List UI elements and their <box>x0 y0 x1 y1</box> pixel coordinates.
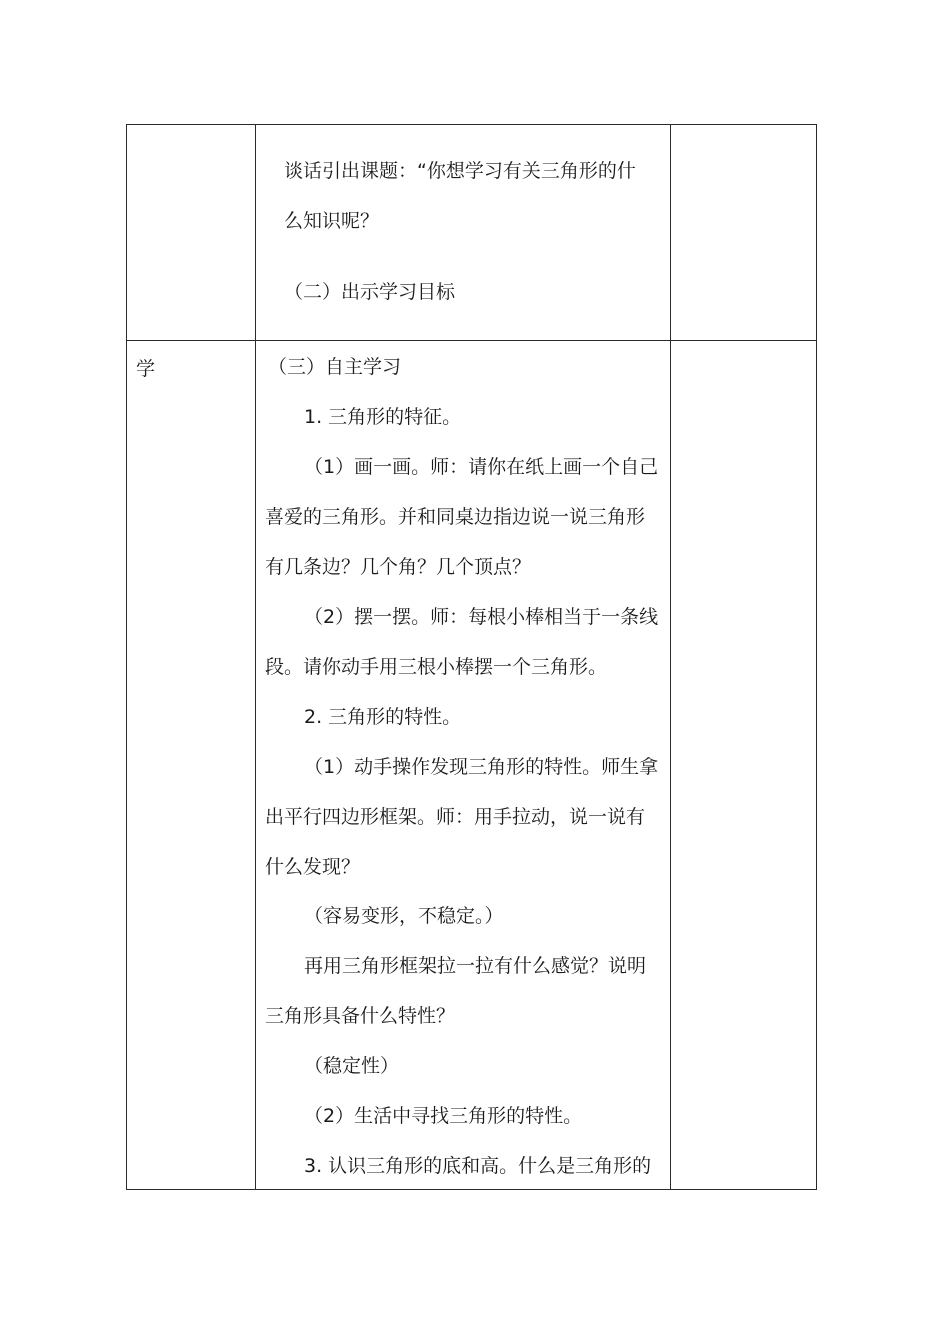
content-line: 什么发现？ <box>265 856 361 878</box>
stage-label: 学 <box>136 358 156 380</box>
content-line: 出平行四边形框架。师：用手拉动，说一说有 <box>265 806 646 828</box>
content-line: （三）自主学习 <box>268 356 402 378</box>
content-line: 谈话引出课题：“你想学习有关三角形的什 <box>284 160 636 182</box>
content-line: 么知识呢？ <box>284 210 380 232</box>
content-line: 1. 三角形的特征。 <box>304 406 462 428</box>
content-line: （1）画一画。师：请你在纸上画一个自己 <box>304 456 659 478</box>
content-cell <box>256 125 671 341</box>
content-line: （二）出示学习目标 <box>284 281 456 303</box>
content-line: （2）摆一摆。师：每根小棒相当于一条线 <box>304 606 659 628</box>
content-line: 2. 三角形的特性。 <box>304 706 462 728</box>
stage-label-cell <box>127 125 256 341</box>
content-line: （1）动手操作发现三角形的特性。师生拿 <box>304 756 659 778</box>
content-line: 有几条边？几个角？几个顶点？ <box>265 556 532 578</box>
content-line: 再用三角形框架拉一拉有什么感觉？说明 <box>304 955 647 977</box>
table-row <box>127 125 817 341</box>
content-line: （2）生活中寻找三角形的特性。 <box>304 1105 583 1127</box>
lesson-plan-table <box>126 124 817 1190</box>
content-line: 段。请你动手用三根小棒摆一个三角形。 <box>265 656 608 678</box>
content-line: （稳定性） <box>304 1055 400 1077</box>
notes-cell <box>671 341 817 1190</box>
table-row <box>127 341 817 1190</box>
content-line: 三角形具备什么特性？ <box>265 1005 456 1027</box>
content-line: （容易变形，不稳定。） <box>304 905 504 927</box>
content-line: 3. 认识三角形的底和高。什么是三角形的 <box>304 1155 652 1177</box>
stage-label-cell <box>127 341 256 1190</box>
content-cell <box>256 341 671 1190</box>
content-line: 喜爱的三角形。并和同桌边指边说一说三角形 <box>265 506 646 528</box>
notes-cell <box>671 125 817 341</box>
